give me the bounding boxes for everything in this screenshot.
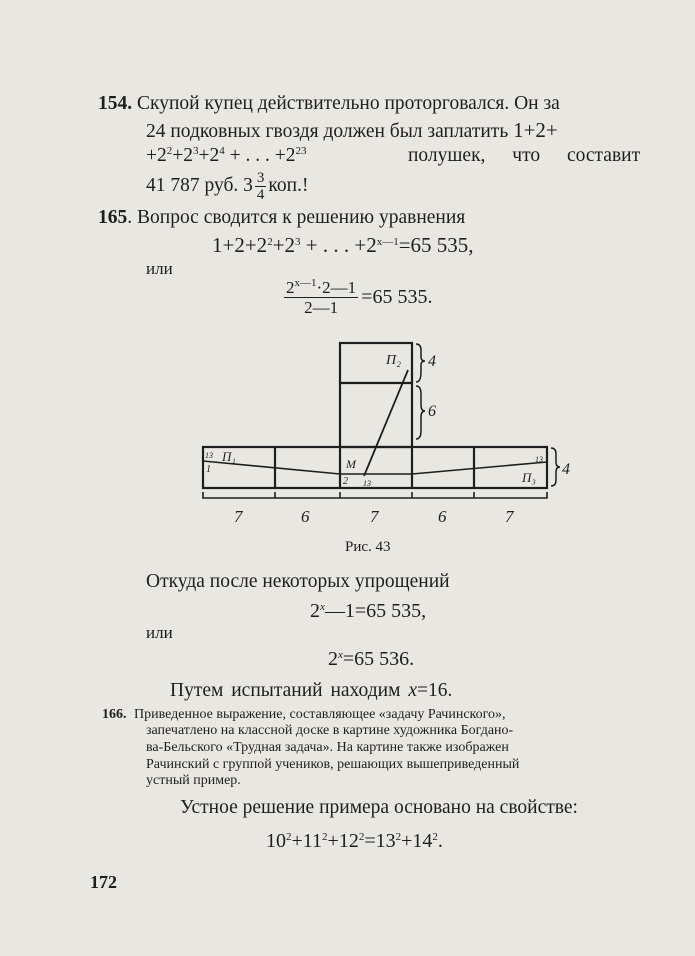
problem-154-text-2: 24 подковных гвоздя должен был заплатить: [146, 121, 514, 142]
label-four-right: 4: [562, 461, 570, 478]
label-six: 6: [428, 403, 436, 420]
eq-term: +2: [272, 233, 296, 257]
exponent: x: [320, 601, 325, 613]
exponent: 2: [432, 831, 438, 843]
fraction-denominator: 4: [256, 186, 265, 203]
exponent: 2: [395, 831, 402, 843]
exponent: 4: [219, 145, 225, 157]
derivation-intro: Откуда после некоторых упрощений: [146, 571, 450, 592]
vertical-box-outline: [340, 343, 412, 447]
exponent: 23: [295, 145, 307, 157]
equation-rest: =65 536.: [342, 648, 415, 670]
label-one: 1: [206, 464, 211, 475]
label-m: М: [346, 457, 356, 471]
exponent: 2: [166, 145, 173, 157]
path-line-diagonal: [364, 370, 408, 476]
sum-term: +2: [172, 145, 193, 166]
eq-term: + . . . +2: [300, 233, 377, 257]
problem-154-amount-unit: коп.!: [268, 175, 309, 196]
fraction-denominator: 2—1: [304, 297, 339, 317]
term: =13: [364, 830, 396, 852]
bottom-bracket: [203, 492, 547, 498]
term: +12: [327, 830, 359, 852]
horizontal-strip-outline: [203, 447, 547, 488]
problem-166-text-6: Устное решение примера основано на свойстве:: [180, 797, 578, 818]
word-or-2: или: [146, 623, 173, 642]
exponent: x—1: [376, 236, 399, 248]
brace-strip-right: [551, 448, 560, 486]
exponent: 2: [358, 831, 365, 843]
exponent: x—1: [294, 276, 317, 289]
problem-165-number: 165: [98, 207, 128, 228]
exponent: 2: [322, 831, 328, 843]
variable-x: x: [408, 680, 417, 701]
eq-term: =65 535,: [398, 233, 474, 257]
label-13-left: 13: [205, 451, 213, 460]
sum-term: +2: [198, 145, 220, 166]
word-or-1: или: [146, 259, 173, 278]
label-p3: П₃: [522, 470, 536, 485]
problem-166-text-3: ва-Бельского «Трудная задача». На картине также изображен: [146, 740, 509, 755]
label-13-right: 13: [535, 455, 543, 464]
problem-166-line-1: [102, 707, 506, 723]
label-p1: П₁: [222, 449, 236, 464]
term: +11: [291, 830, 323, 852]
exponent: 3: [295, 236, 301, 248]
base: 2: [328, 648, 338, 670]
figure-caption: Рис. 43: [345, 539, 391, 555]
eq-term: 1+2+2: [212, 233, 268, 257]
width-label: 7: [505, 507, 514, 526]
exponent: 2: [286, 831, 292, 843]
equation-rest: —1=65 535,: [324, 600, 427, 622]
problem-166-text-5: устный пример.: [146, 773, 241, 788]
problem-154-number: 154.: [98, 93, 133, 114]
problem-154-text-1: Скупой купец действительно проторговался. Он за: [137, 93, 560, 114]
number-dot: .: [127, 207, 133, 228]
term: +14: [401, 830, 433, 852]
sum-term: +2: [146, 145, 167, 166]
fraction-numerator: 3: [256, 169, 265, 186]
problem-166-number: 166.: [102, 707, 127, 722]
equation-1: [310, 600, 426, 622]
problem-165-text: Вопрос сводится к решению уравнения: [137, 207, 466, 228]
brace-middle-right: [416, 386, 425, 439]
trial-result: [170, 680, 452, 702]
equation-squares: [266, 830, 443, 852]
base: 2: [286, 277, 295, 297]
page-number: 172: [90, 872, 117, 892]
problem-166-text-4: Рачинский с группой учеников, решающих вышеприведенный: [146, 757, 520, 772]
width-label: 6: [438, 507, 447, 526]
exponent: x: [338, 649, 343, 661]
width-label: 6: [301, 507, 310, 526]
problem-154-sum-start: 1+2+: [513, 118, 558, 142]
label-13-bottom: 13: [363, 479, 371, 488]
term: 10: [266, 830, 286, 852]
exponent: 3: [193, 145, 199, 157]
sum-term: + . . . +2: [224, 145, 296, 166]
trial-value: =16.: [416, 680, 453, 701]
factor: ·2—1: [316, 277, 357, 297]
term: .: [437, 830, 443, 852]
base: 2: [310, 600, 320, 622]
label-four-top: 4: [428, 353, 436, 370]
equation-rhs: =65 535.: [361, 286, 433, 308]
exponent: 2: [267, 236, 273, 248]
problem-166-text-2: запечатлено на классной доске в картине художника Богдано-: [146, 723, 514, 738]
width-label: 7: [370, 507, 379, 526]
problem-154-amount: 41 787 руб. 3: [146, 175, 253, 196]
brace-top-right: [416, 344, 425, 382]
label-two: 2: [343, 476, 348, 487]
trial-text: Путем испытаний находим: [170, 680, 409, 701]
equation-2: [328, 648, 414, 670]
problem-166-text-1: Приведенное выражение, составляющее «задачу Рачинского»,: [134, 707, 506, 722]
label-p2: П₂: [386, 353, 401, 368]
problem-154-text-3: полушек, что составит: [408, 145, 641, 166]
width-label: 7: [234, 507, 243, 526]
